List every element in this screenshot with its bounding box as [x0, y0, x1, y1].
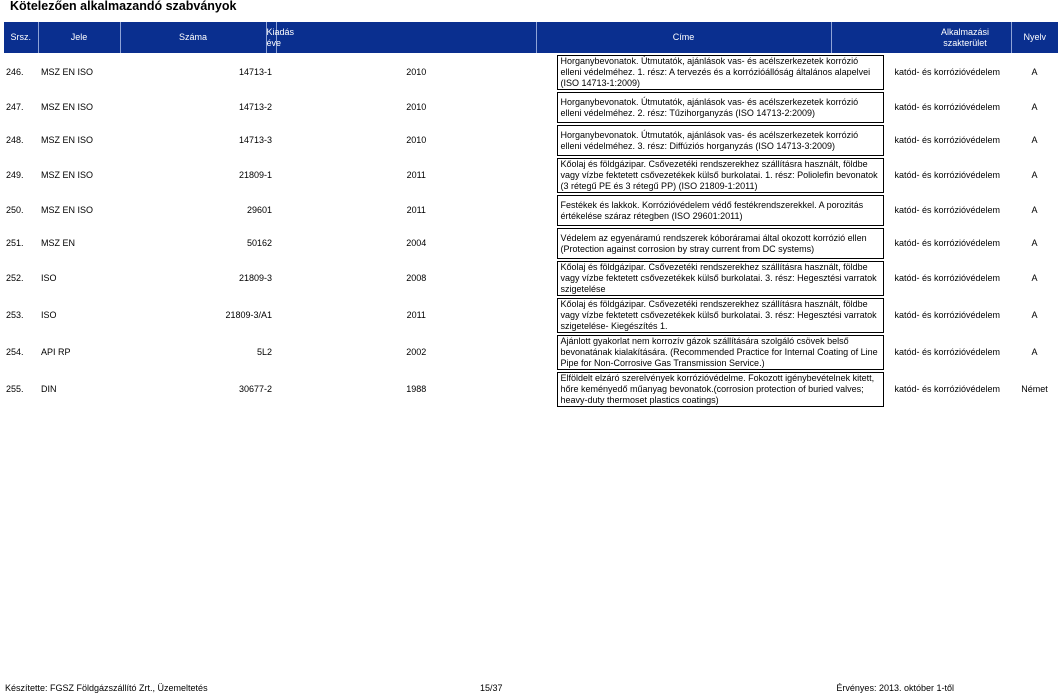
- cell-jele: MSZ EN: [41, 238, 76, 248]
- table-row: [4, 373, 1058, 407]
- cell-jele: MSZ EN ISO: [41, 102, 94, 112]
- cell-jele: ISO: [41, 273, 57, 283]
- cell-kiadas-eve: 1988: [406, 384, 427, 394]
- cell-cim: Kőolaj és földgázipar. Csővezetéki rendszerekhez szállításra használt, földbe vagy vízbe fektetett csővezetékek külső burkolatai. 3. rész: Hegesztési varratok szigetelése- Kiegészítés 1.: [557, 299, 883, 333]
- cell-terulet: katód- és korrózióvédelem: [894, 102, 1001, 112]
- col-header-kiadas-line2: éve: [266, 37, 282, 48]
- cell-terulet: katód- és korrózióvédelem: [894, 67, 1001, 77]
- cell-jele: MSZ EN ISO: [41, 67, 94, 77]
- cell-terulet: katód- és korrózióvédelem: [894, 273, 1001, 283]
- col-header-nyelv: Nyelv: [1011, 22, 1058, 53]
- col-header-blank: [276, 22, 536, 53]
- cell-kiadas-eve: 2008: [406, 273, 427, 283]
- cell-szama: 30677-2: [238, 384, 272, 394]
- col-header-srsz: Srsz.: [4, 22, 38, 53]
- cell-szama: 21809-1: [238, 170, 272, 180]
- col-header-jele: Jele: [38, 22, 120, 53]
- cell-nyelv: Német: [1021, 384, 1048, 394]
- cell-nyelv: A: [1031, 347, 1038, 357]
- cell-jele: MSZ EN ISO: [41, 205, 94, 215]
- cell-nyelv: A: [1031, 170, 1038, 180]
- table-header: [4, 22, 1058, 53]
- cell-cim: Horganybevonatok. Útmutatók, ajánlások vas- és acélszerkezetek korrózió elleni védelméhez. 3. rész: Diffúziós horganyzás (ISO 14713-3:2009): [557, 126, 883, 156]
- cell-szama: 21809-3/A1: [225, 310, 272, 320]
- cell-kiadas-eve: 2010: [406, 67, 427, 77]
- cell-terulet: katód- és korrózióvédelem: [894, 170, 1001, 180]
- cell-nyelv: A: [1031, 310, 1038, 320]
- cell-srsz: 248.: [6, 135, 24, 145]
- footer-page-number: 15/37: [480, 683, 503, 693]
- cell-nyelv: A: [1031, 205, 1038, 215]
- cell-srsz: 252.: [6, 273, 24, 283]
- cell-cim: Festékek és lakkok. Korrózióvédelem védő festékrendszerekkel. A porozitás értékelése száraz rétegben (ISO 29601:2011): [557, 196, 883, 226]
- table-row: [4, 196, 1058, 226]
- table-row: [4, 56, 1058, 90]
- cell-kiadas-eve: 2011: [406, 170, 426, 180]
- cell-kiadas-eve: 2011: [406, 205, 426, 215]
- table-row: [4, 299, 1058, 333]
- cell-szama: 14713-2: [238, 102, 272, 112]
- cell-jele: ISO: [41, 310, 57, 320]
- cell-terulet: katód- és korrózióvédelem: [894, 135, 1001, 145]
- table-row: [4, 229, 1058, 259]
- cell-terulet: katód- és korrózióvédelem: [894, 310, 1001, 320]
- cell-kiadas-eve: 2004: [406, 238, 427, 248]
- cell-szama: 50162: [246, 238, 272, 248]
- col-header-szama: Száma: [120, 22, 266, 53]
- cell-kiadas-eve: 2011: [406, 310, 426, 320]
- cell-srsz: 246.: [6, 67, 24, 77]
- table-row: [4, 93, 1058, 123]
- table-row: [4, 126, 1058, 156]
- standards-table: [4, 22, 1058, 409]
- cell-srsz: 247.: [6, 102, 24, 112]
- table-row: [4, 262, 1058, 296]
- cell-nyelv: A: [1031, 135, 1038, 145]
- cell-jele: DIN: [41, 384, 57, 394]
- cell-srsz: 255.: [6, 384, 24, 394]
- cell-szama: 14713-3: [238, 135, 272, 145]
- cell-kiadas-eve: 2010: [406, 102, 427, 112]
- cell-szama: 21809-3: [238, 273, 272, 283]
- cell-cim: Kőolaj és földgázipar. Csővezetéki rendszerekhez szállításra használt, földbe vagy vízbe fektetett csővezetékek külső burkolatai. 1. rész: Poliolefin bevonatok (3 rétegű PE és 3 rétegű PP) (ISO 21809-1:2011): [557, 159, 883, 193]
- row-spacer: [4, 407, 1058, 410]
- col-header-terulet: Alkalmazási szakterület: [831, 22, 1011, 53]
- cell-jele: MSZ EN ISO: [41, 170, 94, 180]
- col-header-kiadas: [266, 22, 295, 53]
- cell-terulet: katód- és korrózióvédelem: [894, 384, 1001, 394]
- cell-srsz: 254.: [6, 347, 24, 357]
- page-title: Kötelezően alkalmazandó szabványok: [10, 0, 237, 13]
- cell-terulet: katód- és korrózióvédelem: [894, 347, 1001, 357]
- cell-nyelv: A: [1031, 238, 1038, 248]
- cell-kiadas-eve: 2010: [406, 135, 427, 145]
- cell-terulet: katód- és korrózióvédelem: [894, 205, 1001, 215]
- cell-nyelv: A: [1031, 102, 1038, 112]
- table-row: [4, 336, 1058, 370]
- cell-srsz: 253.: [6, 310, 24, 320]
- cell-kiadas-eve: 2002: [406, 347, 427, 357]
- cell-jele: API RP: [41, 347, 71, 357]
- table-row: [4, 159, 1058, 193]
- footer-author: Készítette: FGSZ Földgázszállító Zrt., Üzemeltetés: [5, 683, 208, 693]
- cell-nyelv: A: [1031, 67, 1038, 77]
- col-header-kiadas-line1: Kiadás: [266, 26, 295, 37]
- cell-jele: MSZ EN ISO: [41, 135, 94, 145]
- cell-terulet: katód- és korrózióvédelem: [894, 238, 1001, 248]
- cell-cim: Védelem az egyenáramú rendszerek kóboráramai által okozott korrózió ellen (Protection against corrosion by stray current from DC systems): [557, 229, 883, 259]
- cell-szama: 14713-1: [238, 67, 272, 77]
- cell-cim: Kőolaj és földgázipar. Csővezetéki rendszerekhez szállításra használt, földbe vagy vízbe fektetett csővezetékek külső burkolatai. 3. rész: Hegesztési varratok szigetelése: [557, 262, 883, 296]
- col-header-cim: Címe: [536, 22, 831, 53]
- cell-srsz: 250.: [6, 205, 24, 215]
- cell-szama: 29601: [246, 205, 272, 215]
- cell-cim: Horganybevonatok. Útmutatók, ajánlások vas- és acélszerkezetek korrózió elleni védelméhez. 2. rész: Tűzihorganyzás (ISO 14713-2:2009): [557, 93, 883, 123]
- cell-nyelv: A: [1031, 273, 1038, 283]
- cell-cim: Horganybevonatok. Útmutatók, ajánlások vas- és acélszerkezetek korrózió elleni védelméhez. 1. rész: A tervezés és a korrózióállóság általános alapelvei (ISO 14713-1:2009): [557, 56, 883, 90]
- footer-validity: Érvényes: 2013. október 1-től: [836, 683, 954, 693]
- cell-srsz: 249.: [6, 170, 24, 180]
- cell-szama: 5L2: [256, 347, 272, 357]
- cell-cim: Elföldelt elzáró szerelvények korrózióvédelme. Fokozott igénybevételnek kitett, hőre keményedő műanyag bevonatok.(corrosion protection of buried valves; heavy-duty thermoset plastics coatings): [557, 373, 883, 407]
- cell-cim: Ajánlott gyakorlat nem korrozív gázok szállítására szolgáló csövek belső bevonatának kialakítására. (Recommended Practice for Internal Coating of Line Pipe for Non-Corrosive Gas Transmission Service.): [557, 336, 883, 370]
- cell-srsz: 251.: [6, 238, 24, 248]
